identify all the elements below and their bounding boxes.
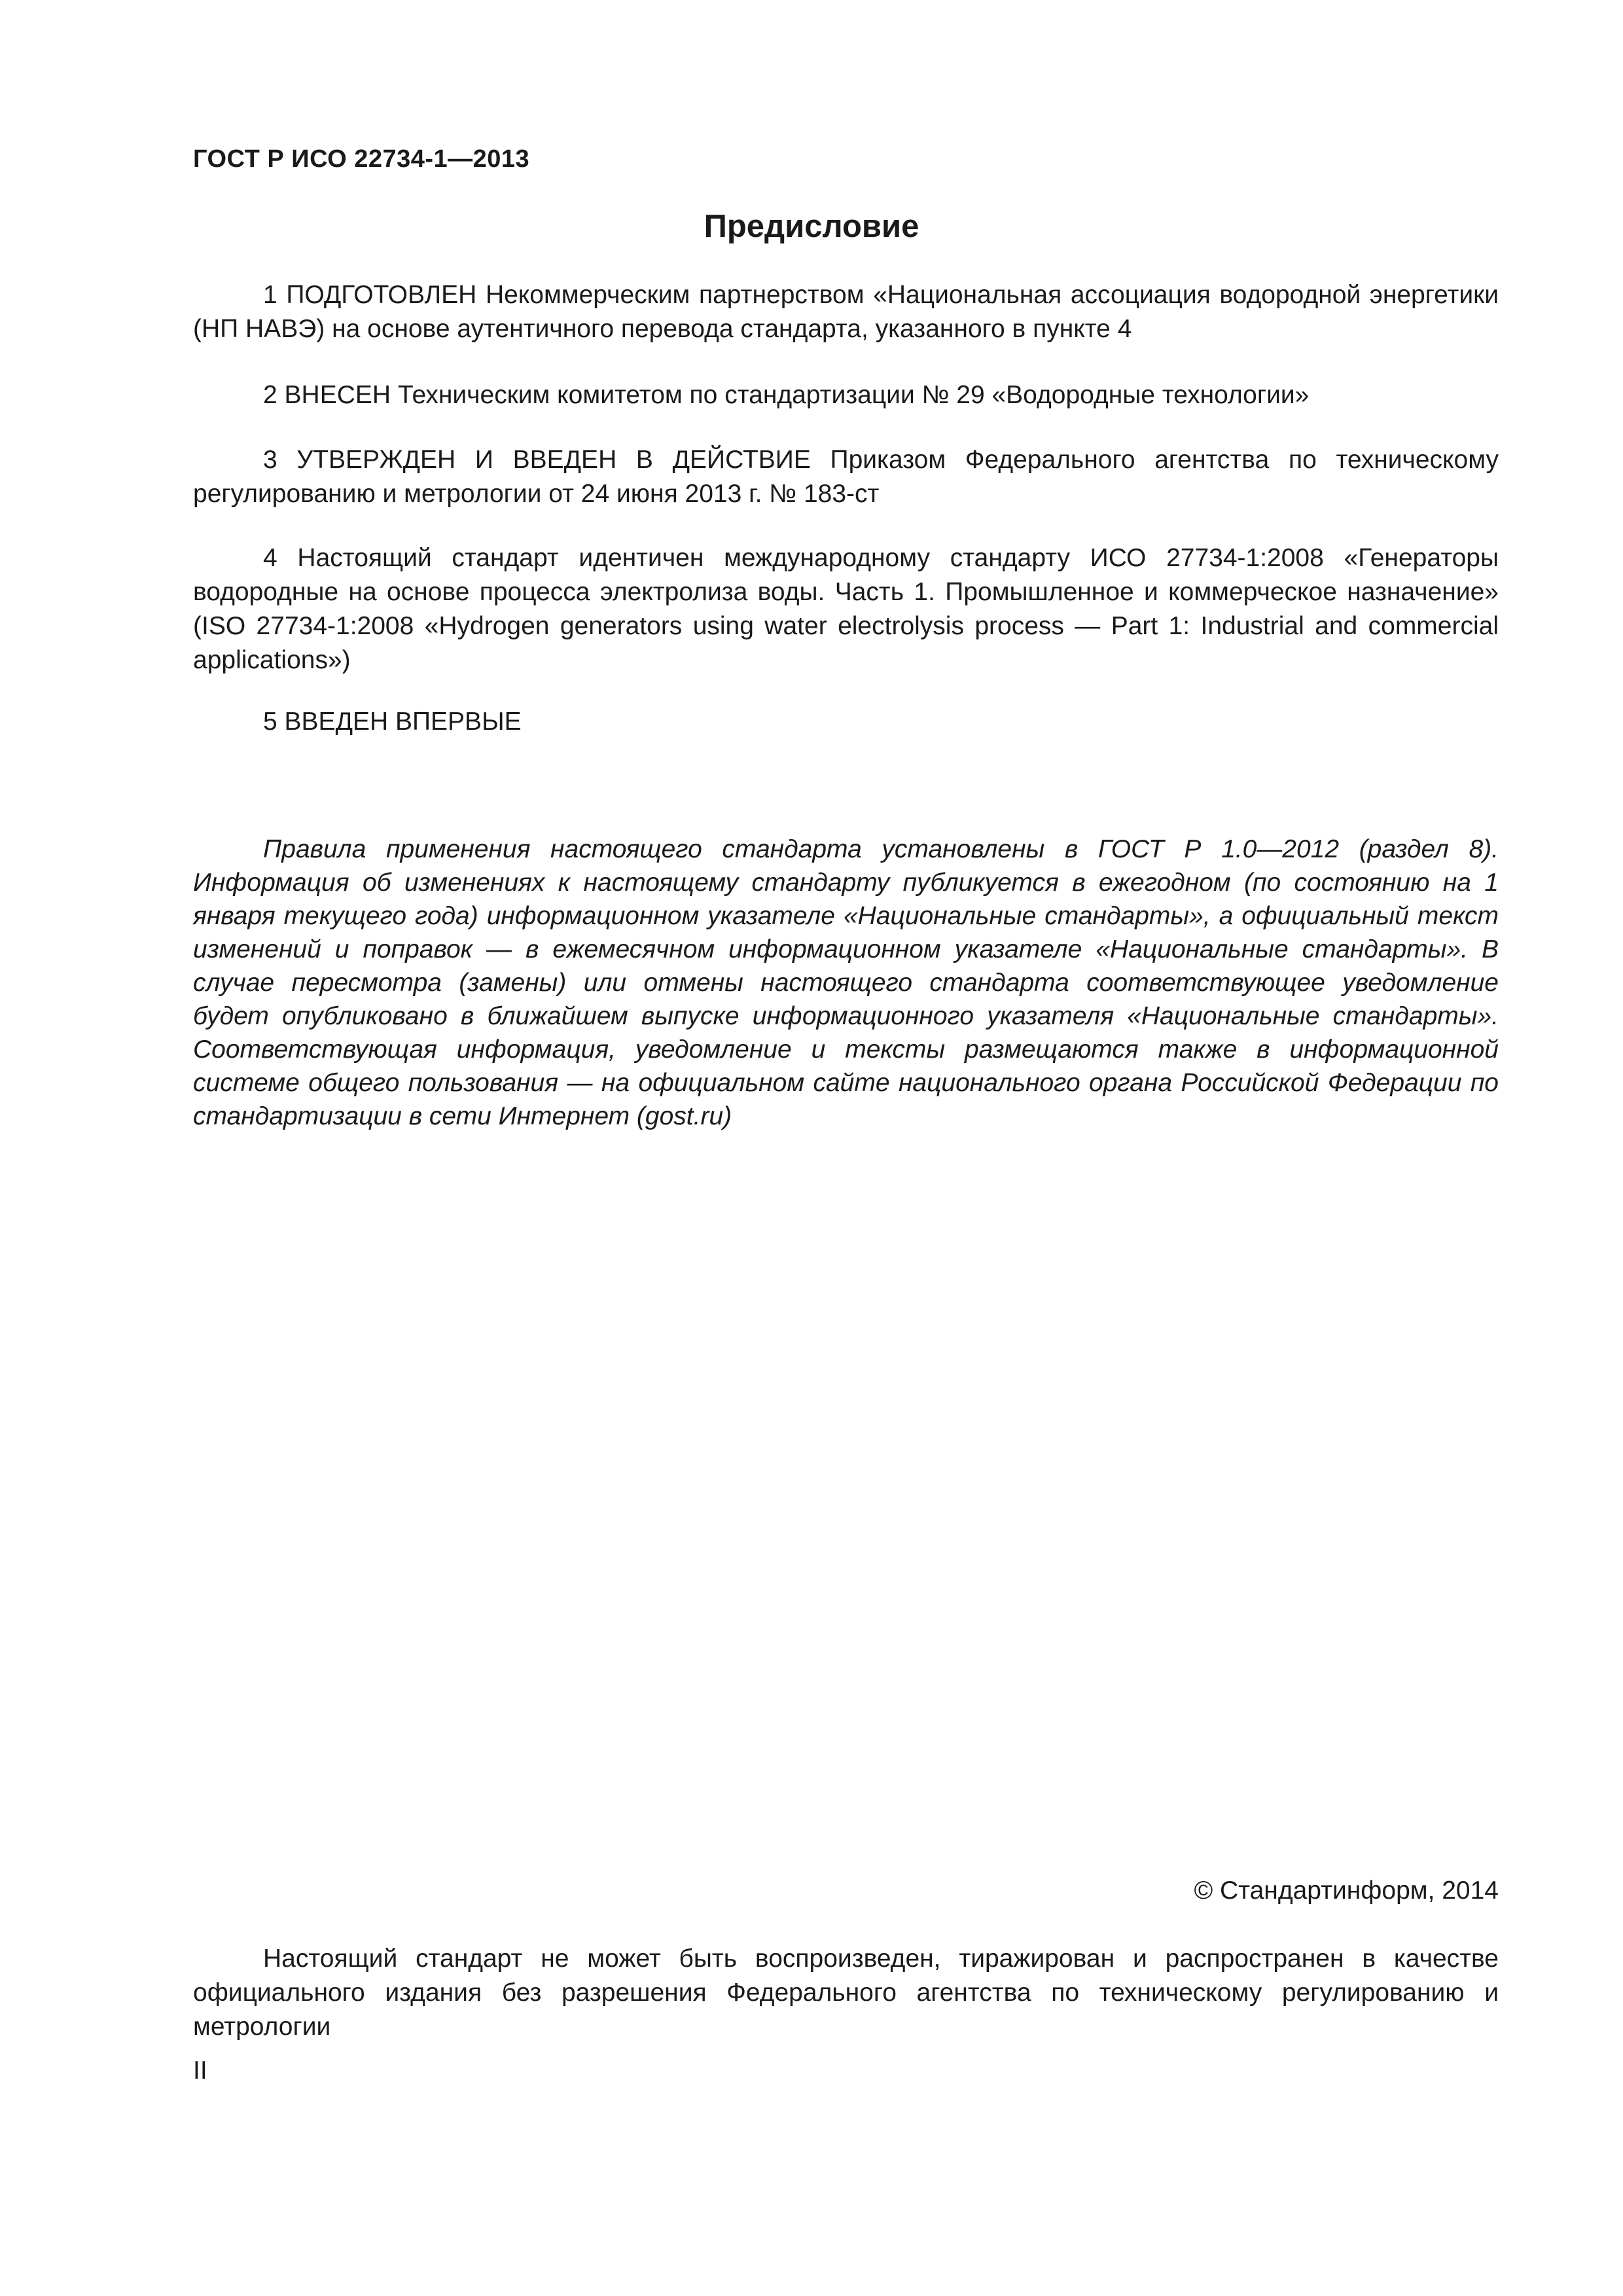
page-title: Предисловие xyxy=(704,209,919,244)
application-rules-notice: Правила применения настоящего стандарта установлены в ГОСТ Р 1.0—2012 (раздел 8). Информация об изменениях к настоящему стандарту публикуется в ежегодном (по состоянию на 1 января текущего года) информационном указателе «Национальные стандарты», а официальный текст изменений и поправок — в ежемесячном информационном указателе «Национальные стандарты». В случае пересмотра (замены) или отмены настоящего стандарта соответствующее уведомление будет опубликовано в ближайшем выпуске информационного указателя «Национальные стандарты». Соответствующая информация, уведомление и тексты размещаются также в информационной системе общего пользования — на официальном сайте национального органа Российской Федерации по стандартизации в сети Интернет (gost.ru) xyxy=(193,835,1499,1130)
paragraph-identical-standard: 4 Настоящий стандарт идентичен международному стандарту ИСО 27734-1:2008 «Генераторы водородные на основе процесса электролиза воды. Часть 1. Промышленное и коммерческое назначение» (ISO 27734-1:2008 «Hydrogen generators using water electrolysis process — Part 1: Industrial and commercial applications») xyxy=(193,544,1499,674)
page-number: II xyxy=(193,2056,207,2085)
paragraph-first-introduced: 5 ВВЕДЕН ВПЕРВЫЕ xyxy=(263,708,522,736)
copyright-line: © Стандартинформ, 2014 xyxy=(1194,1876,1499,1905)
paragraph-submitted-by: 2 ВНЕСЕН Техническим комитетом по стандартизации № 29 «Водородные технологии» xyxy=(263,381,1310,409)
reproduction-notice: Настоящий стандарт не может быть воспроизведен, тиражирован и распространен в качестве официального издания без разрешения Федерального агентства по техническому регулированию и метрологии xyxy=(193,1945,1499,2041)
document-code-header: ГОСТ Р ИСО 22734-1—2013 xyxy=(193,145,530,173)
paragraph-prepared-by: 1 ПОДГОТОВЛЕН Некоммерческим партнерством «Национальная ассоциация водородной энергетики (НП НАВЭ) на основе аутентичного перевода стандарта, указанного в пункте 4 xyxy=(193,281,1499,343)
paragraph-approved: 3 УТВЕРЖДЕН И ВВЕДЕН В ДЕЙСТВИЕ Приказом Федерального агентства по техническому регулированию и метрологии от 24 июня 2013 г. № 183-ст xyxy=(193,446,1499,508)
